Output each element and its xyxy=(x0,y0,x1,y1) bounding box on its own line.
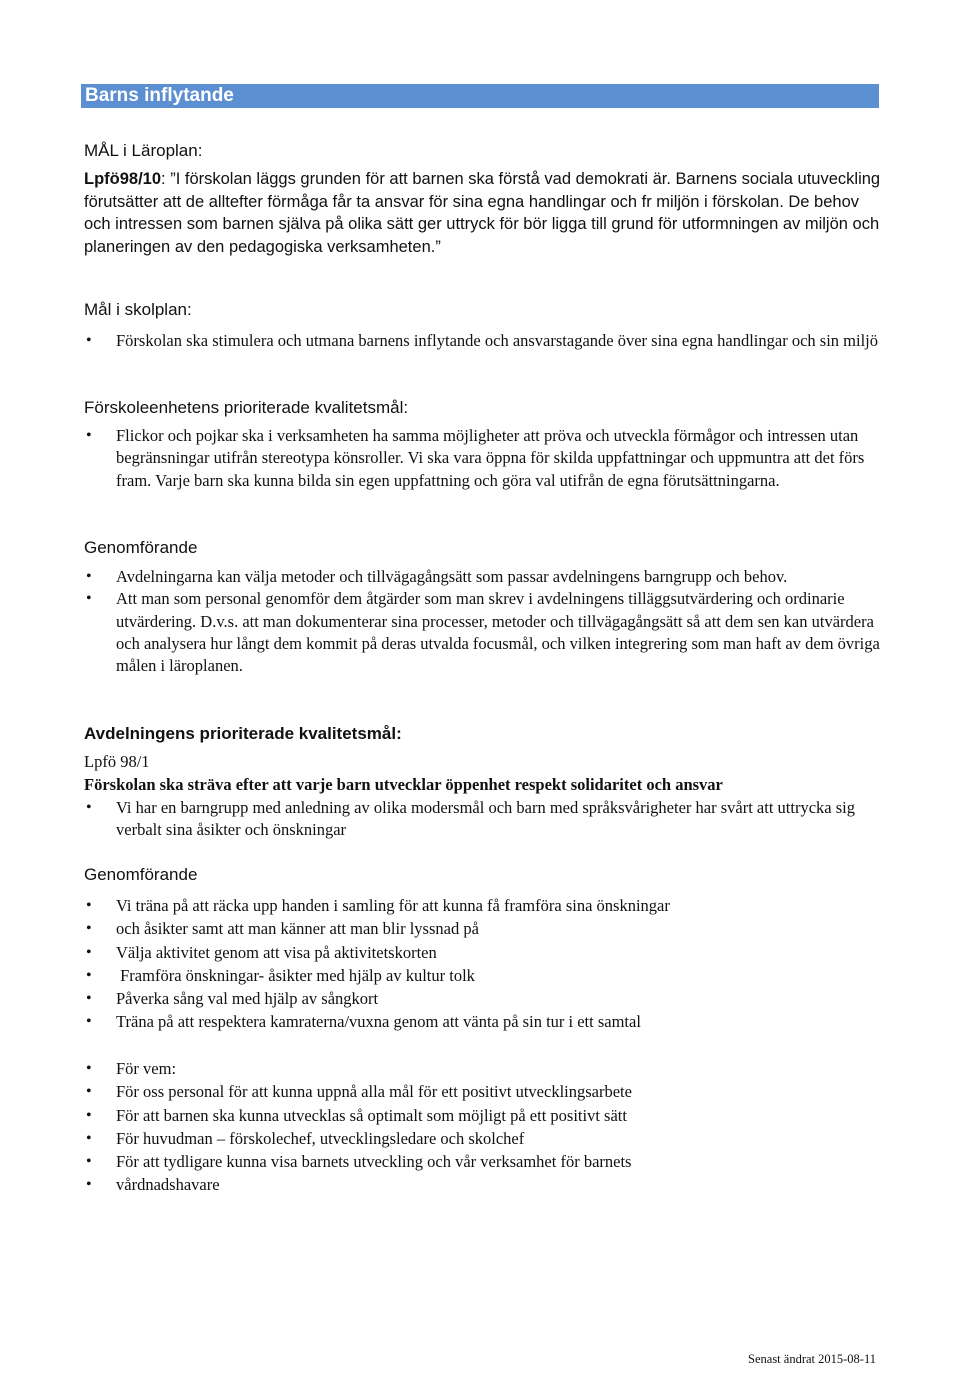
bullet-icon: • xyxy=(86,332,92,349)
footer-date: Senast ändrat 2015-08-11 xyxy=(748,1352,876,1366)
bullet-icon: • xyxy=(86,1060,92,1077)
bullet-icon: • xyxy=(86,920,92,938)
list-item: • Avdelningarna kan välja metoder och tillvägagångsätt som passar avdelningens barngrupp och behov. xyxy=(84,566,884,588)
bullet-icon: • xyxy=(86,897,92,914)
skolplan-list xyxy=(84,330,884,352)
avdelning-ref: Lpfö 98/1 xyxy=(84,752,150,771)
laroplan-ref: Lpfö98/10 xyxy=(84,170,162,188)
bullet-icon: • xyxy=(86,799,92,816)
enhet-heading: Förskoleenhetens prioriterade kvalitetsmål: xyxy=(84,398,409,417)
genomforande2-heading: Genomförande xyxy=(84,865,198,884)
bullet-icon: • xyxy=(86,1106,92,1124)
list-item: • vårdnadshavare xyxy=(84,1173,884,1196)
forvem-list xyxy=(84,1057,884,1197)
list-item: • Påverka sång val med hjälp av sångkort xyxy=(84,987,884,1010)
avdelning-heading: Avdelningens prioriterade kvalitetsmål: xyxy=(84,724,402,743)
bullet-icon: • xyxy=(86,1129,92,1147)
genomforande2-list xyxy=(84,894,884,1034)
list-item: • För vem: xyxy=(84,1057,884,1080)
enhet-list xyxy=(84,425,884,492)
list-item: • Framföra önskningar- åsikter med hjälp av kultur tolk xyxy=(84,964,884,987)
bullet-icon: • xyxy=(86,427,92,444)
list-item: • För oss personal för att kunna uppnå alla mål för ett positivt utvecklingsarbete xyxy=(84,1080,884,1103)
list-item: • För att tydligare kunna visa barnets utveckling och vår verksamhet för barnets xyxy=(84,1150,884,1173)
bullet-icon: • xyxy=(86,943,92,961)
bullet-icon: • xyxy=(86,1153,92,1171)
bullet-icon: • xyxy=(86,966,92,984)
laroplan-paragraph xyxy=(84,168,884,258)
avdelning-list xyxy=(84,797,884,842)
list-item: • och åsikter samt att man känner att man blir lyssnad på xyxy=(84,917,884,940)
banner-title: Barns inflytande xyxy=(85,85,234,106)
genomforande-heading: Genomförande xyxy=(84,538,198,557)
bullet-icon: • xyxy=(86,1013,92,1031)
avdelning-goal: Förskolan ska sträva efter att varje barn utvecklar öppenhet respekt solidaritet och ansvar xyxy=(84,775,723,794)
list-item: • Träna på att respektera kamraterna/vuxna genom att vänta på sin tur i ett samtal xyxy=(84,1010,884,1033)
list-item: • För att barnen ska kunna utvecklas så optimalt som möjligt på ett positivt sätt xyxy=(84,1104,884,1127)
bullet-icon: • xyxy=(86,990,92,1008)
list-item: • Välja aktivitet genom att visa på aktivitetskorten xyxy=(84,941,884,964)
section-banner xyxy=(81,84,879,108)
skolplan-heading: Mål i skolplan: xyxy=(84,300,192,319)
list-item: • För huvudman – förskolechef, utvecklingsledare och skolchef xyxy=(84,1127,884,1150)
genomforande-list xyxy=(84,566,884,677)
laroplan-heading: MÅL i Läroplan: xyxy=(84,141,203,160)
list-item: • Vi träna på att räcka upp handen i samling för att kunna få framföra sina önskningar xyxy=(84,894,884,917)
bullet-icon: • xyxy=(86,590,92,608)
list-item: • Flickor och pojkar ska i verksamheten ha samma möjligheter att pröva och utveckla förmågor och intressen utan begränsningar utifrån stereotypa könsroller. Vi ska vara öppna för skilda uppfattningar och uppmuntra att det förs fram. Varje barn ska kunna bilda sin egen uppfattning och göra val utifrån de egna förutsättningarna. xyxy=(86,426,865,490)
bullet-icon: • xyxy=(86,1176,92,1194)
list-item: • Att man som personal genomför dem åtgärder som man skrev i avdelningens tilläggsutvärdering och ordinarie utvärdering. D.v.s. att man dokumenterar sina processer, metoder och tillvägagångsätt så att dem sen kan utvärdera och analysera hur långt dem kommit på deras utvalda focusmål, och vilken integrering som man haft av dem övriga målen i läroplanen. xyxy=(86,589,880,676)
list-item: • Förskolan ska stimulera och utmana barnens inflytande och ansvarstagande över sina egna handlingar och sin miljö xyxy=(84,330,884,352)
bullet-icon: • xyxy=(86,568,92,585)
laroplan-quote: : ”I förskolan läggs grunden för att barnen ska förstå vad demokrati är. Barnens sociala utuveckling förutsätter att de alltefter förmåga får ta ansvar för sina egna handlingar och fr miljön i förskolan. De behov och intressen som barnen själva på olika sätt ger uttryck för bör ligga till grund för utformningen av miljön och planeringen av den pedagogiska verksamheten.” xyxy=(84,170,881,256)
bullet-icon: • xyxy=(86,1083,92,1101)
list-item: • Vi har en barngrupp med anledning av olika modersmål och barn med språksvårigheter har svårt att uttrycka sig verbalt sina åsikter och önskningar xyxy=(86,798,855,840)
